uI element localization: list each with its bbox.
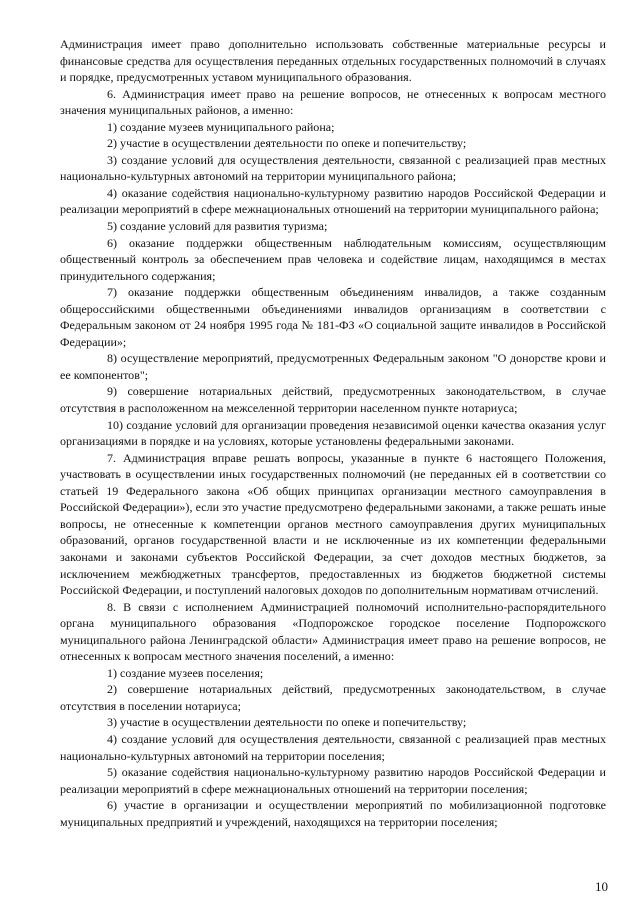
paragraph: 4) создание условий для осуществления деятельности, связанной с реализацией прав местных национально-культурных автономий на территории поселения; — [60, 731, 606, 763]
paragraph: 1) создание музеев муниципального района; — [107, 119, 335, 134]
paragraph: 7. Администрация вправе решать вопросы, указанные в пункте 6 настоящего Положения, участвовать в осуществлении иных государственных полномочий (не переданных ей в соответствии со статьей 19 Федерального закона «Об общих принципах организации местного самоуправления в Российской Федерации»), если это участие предусмотрено федеральными законами, а также решать иные вопросы, не отнесенные к компетенции органов местного самоуправления других муниципальных образований, органов государственной власти и не исключенные из их компетенции федеральными законами и законами субъектов Российской Федерации, за счет доходов местных бюджетов, за исключением межбюджетных трансфертов, предоставленных из бюджетов бюджетной системы Российской Федерации, и поступлений налоговых доходов по дополнительным нормативам отчислений. — [60, 450, 606, 598]
paragraph: 8. В связи с исполнением Администрацией полномочий исполнительно-распорядительного органа муниципального образования «Подпорожское городское поселение Подпорожского муниципального района Ленинградской области» Администрация имеет право на решение вопросов, не отнесенных к вопросам местного значения поселений, а именно: — [60, 599, 606, 664]
page-number: 10 — [595, 879, 608, 894]
paragraph: 4) оказание содействия национально-культурному развитию народов Российской Федерации и реализации мероприятий в сфере межнациональных отношений на территории муниципального района; — [60, 185, 606, 217]
paragraph: 7) оказание поддержки общественным объединениям инвалидов, а также созданным общероссийскими общественными объединениями инвалидов организациям в соответствии с Федеральным законом от 24 ноября 1995 года № 181-ФЗ «О социальной защите инвалидов в Российской Федерации»; — [60, 285, 606, 349]
paragraph: 9) совершение нотариальных действий, предусмотренных законодательством, в случае отсутствия в расположенном на межселенной территории населенном пункте нотариуса; — [60, 384, 606, 416]
paragraph: 6) оказание поддержки общественным наблюдательным комиссиям, осуществляющим общественный контроль за обеспечением прав человека и содействие лицам, находящимся в местах принудительного содержания; — [60, 235, 606, 283]
paragraph: 10) создание условий для организации проведения независимой оценки качества оказания услуг организациями в порядке и на условиях, которые установлены федеральными законами. — [60, 417, 606, 449]
paragraph: 3) участие в осуществлении деятельности по опеке и попечительству; — [107, 715, 467, 730]
paragraph: 2) совершение нотариальных действий, предусмотренных законодательством, в случае отсутствия в поселении нотариуса; — [60, 682, 606, 713]
document-body — [60, 36, 606, 830]
paragraph: 6) участие в организации и осуществлении мероприятий по мобилизационной подготовке муниципальных предприятий и учреждений, находящихся на территории поселения; — [60, 798, 606, 829]
paragraph: 8) осуществление мероприятий, предусмотренных Федеральным законом "О донорстве крови и ее компонентов"; — [60, 351, 606, 382]
paragraph: 6. Администрация имеет право на решение вопросов, не отнесенных к вопросам местного значения муниципальных районов, а именно: — [60, 86, 606, 118]
paragraph: 5) оказание содействия национально-культурному развитию народов Российской Федерации и реализации мероприятий в сфере межнациональных отношений на территории поселения; — [60, 765, 606, 796]
paragraph: 5) создание условий для развития туризма; — [107, 219, 328, 234]
paragraph: 3) создание условий для осуществления деятельности, связанной с реализацией прав местных национально-культурных автономий на территории муниципального района; — [60, 152, 606, 184]
paragraph: 2) участие в осуществлении деятельности по опеке и попечительству; — [107, 136, 467, 151]
paragraph: 1) создание музеев поселения; — [107, 665, 264, 680]
paragraph: Администрация имеет право дополнительно использовать собственные материальные ресурсы и финансовые средства для осуществления переданных отдельных государственных полномочий в случаях и порядке, предусмотренных уставом муниципального образования. — [60, 37, 606, 85]
